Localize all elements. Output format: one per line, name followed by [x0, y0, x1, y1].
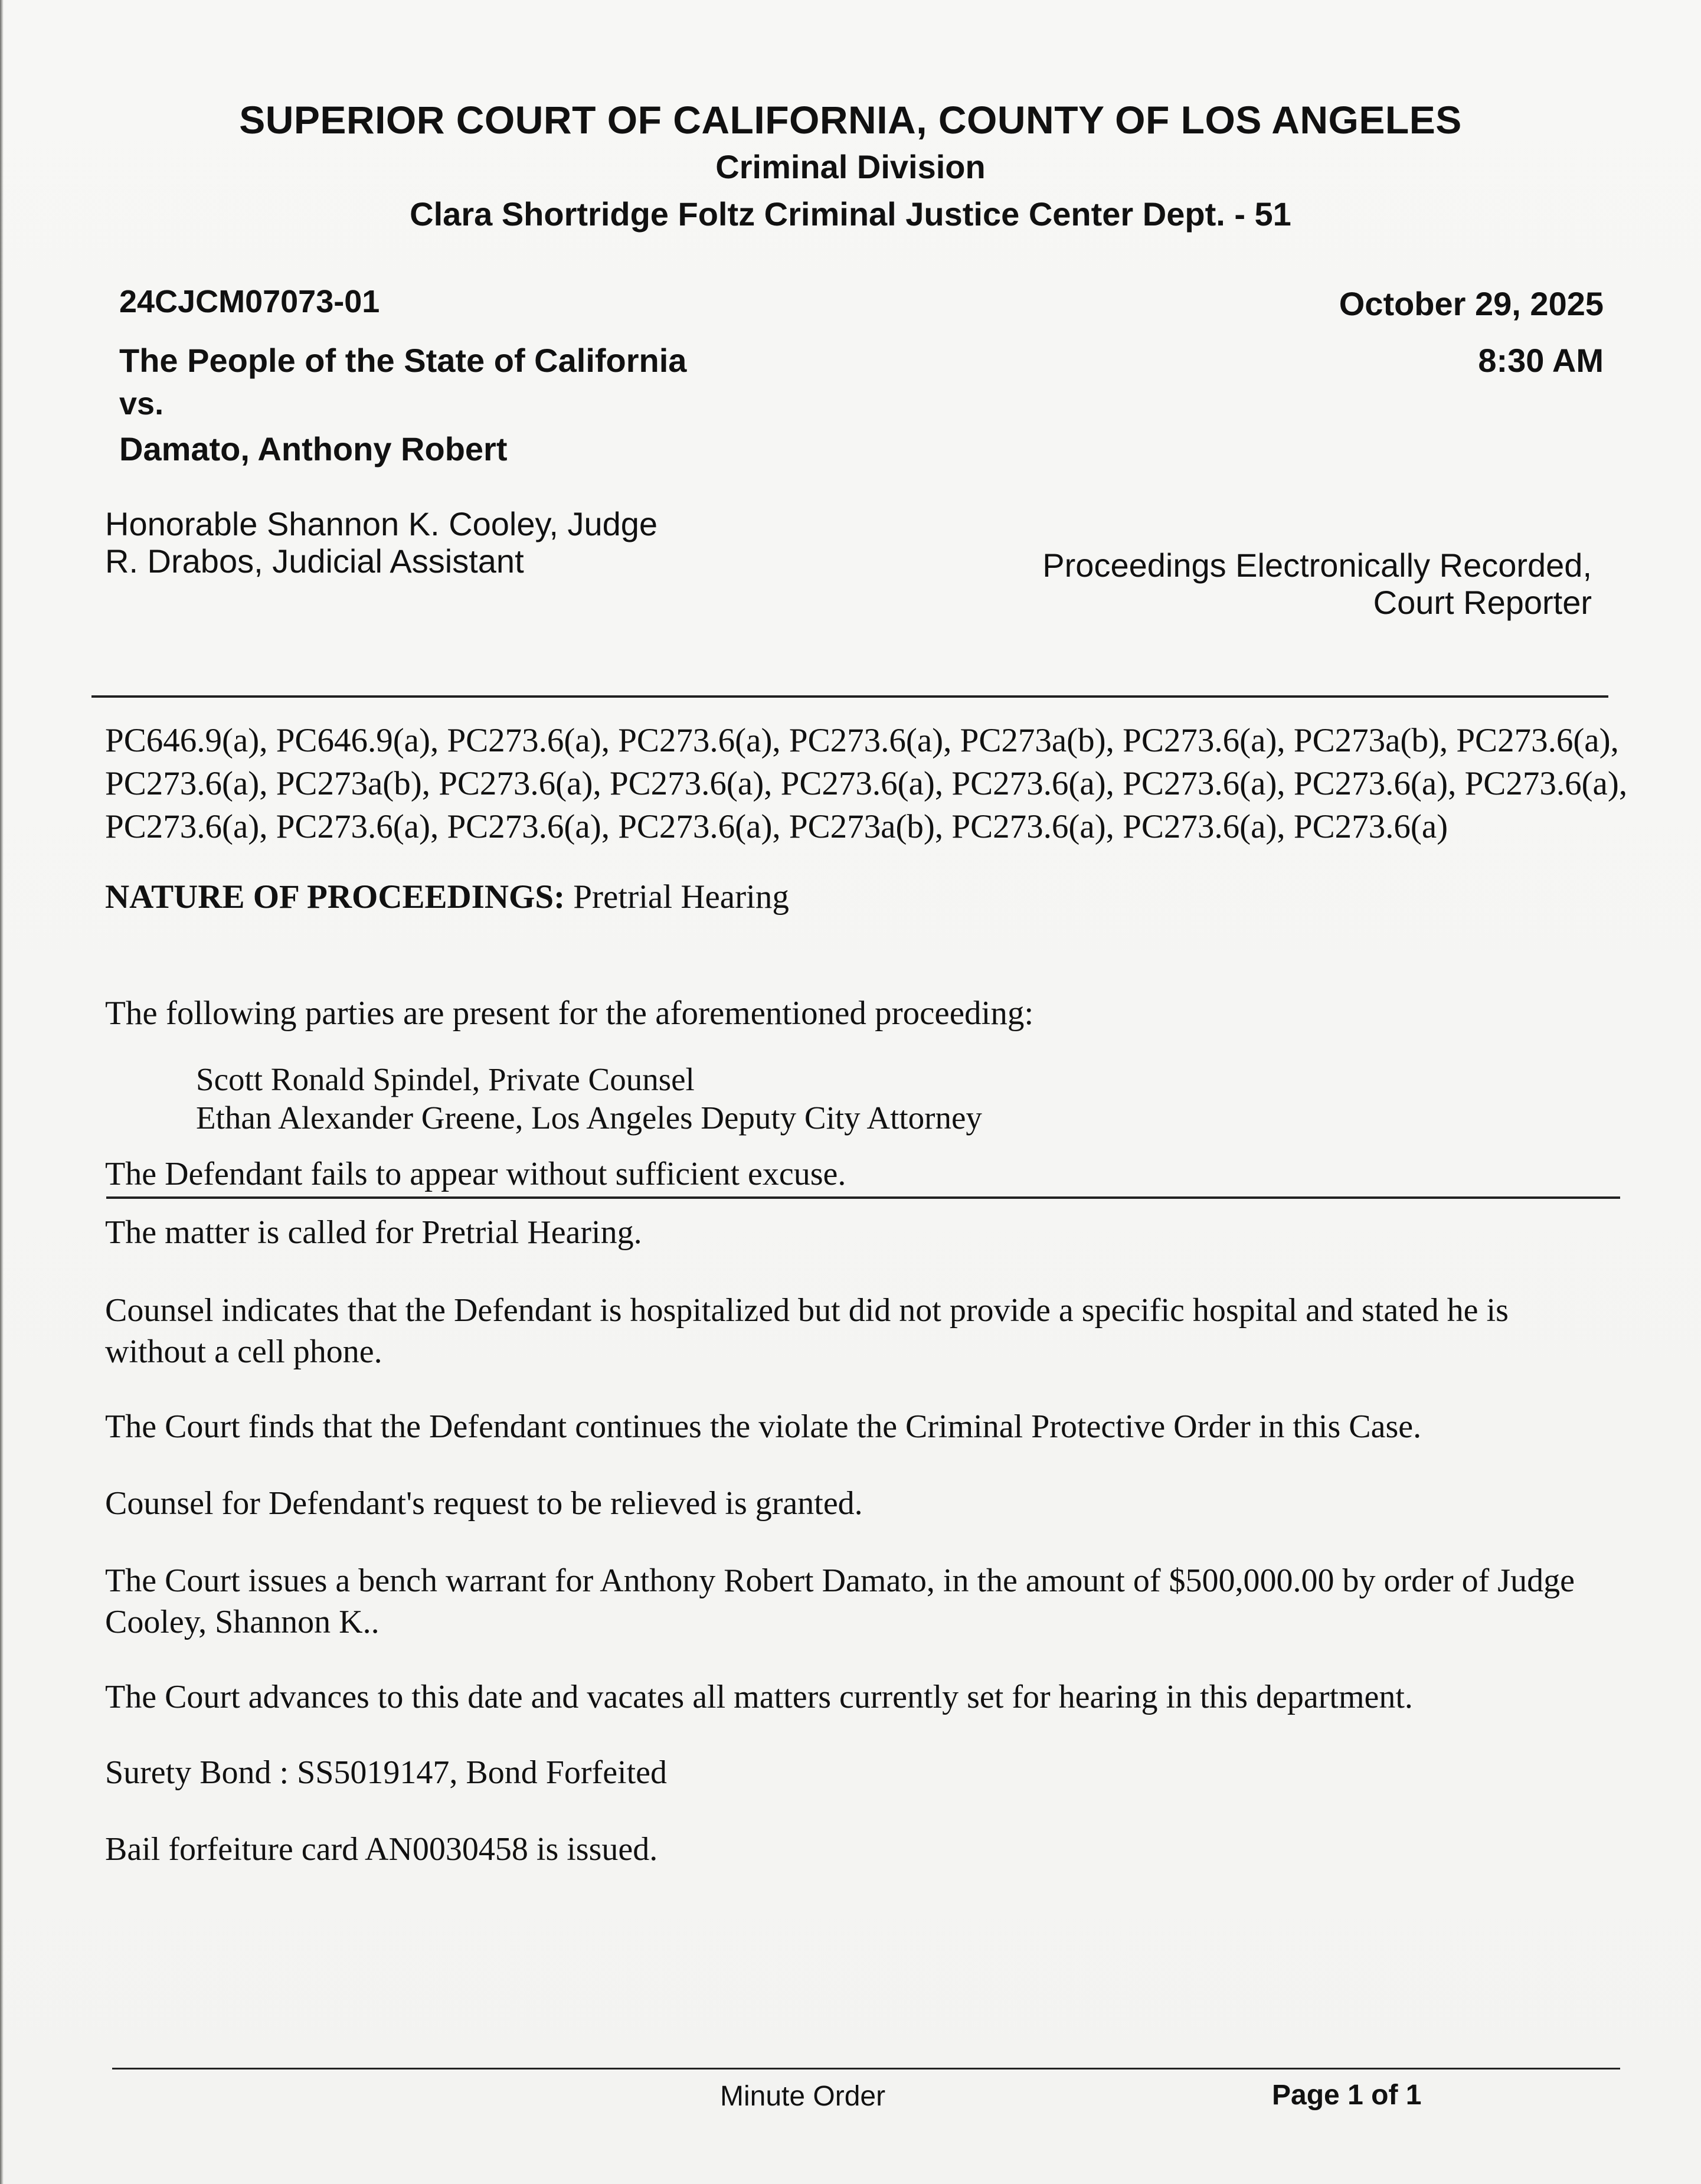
header-divider [91, 695, 1608, 698]
case-number: 24CJCM07073-01 [119, 284, 380, 319]
minute-violation: The Court finds that the Defendant continues the violate the Criminal Protective Order in this Case. [105, 1408, 1422, 1445]
plaintiff: The People of the State of California [119, 342, 687, 379]
judge-name: Honorable Shannon K. Cooley, Judge [105, 505, 658, 542]
page-edge-shadow [0, 0, 4, 2184]
recording-note: Proceedings Electronically Recorded, [1042, 547, 1592, 584]
nature-value: Pretrial Hearing [573, 878, 789, 916]
court-location: Clara Shortridge Foltz Criminal Justice Center Dept. - 51 [410, 195, 1291, 233]
court-reporter: Court Reporter [1373, 584, 1592, 621]
defendant-appearance-status: The Defendant fails to appear without sufficient excuse. [105, 1156, 846, 1192]
minute-advances: The Court advances to this date and vacates all matters currently set for hearing in this department. [105, 1679, 1413, 1715]
judicial-assistant: R. Drabos, Judicial Assistant [105, 542, 524, 580]
nature-of-proceedings [105, 878, 789, 916]
footer-document-title: Minute Order [720, 2081, 886, 2112]
minute-warrant-line-2: Cooley, Shannon K.. [105, 1604, 380, 1640]
versus-label: vs. [119, 386, 164, 421]
nature-label: NATURE OF PROCEEDINGS: [105, 878, 565, 916]
minute-hospital-line-1: Counsel indicates that the Defendant is hospitalized but did not provide a specific hospital and stated he is [105, 1292, 1509, 1329]
footer-divider [112, 2068, 1620, 2069]
minute-hospital-line-2: without a cell phone. [105, 1333, 382, 1370]
defendant-name: Damato, Anthony Robert [119, 430, 508, 467]
party-defense-counsel: Scott Ronald Spindel, Private Counsel [196, 1061, 695, 1097]
footer-page-number [1272, 2079, 1421, 2111]
hearing-time: 8:30 AM [1478, 342, 1604, 379]
minute-called: The matter is called for Pretrial Hearing. [105, 1214, 642, 1251]
charges-list: PC646.9(a), PC646.9(a), PC273.6(a), PC273.6(a), PC273.6(a), PC273a(b), PC273.6(a), PC273a(b), PC273.6(a), PC273.6(a), PC273a(b), PC273.6(a), PC273.6(a), PC273.6(a), PC273.6(a), PC273.6(a), PC273.6(a), PC273.6(a), PC273.6(a), PC273.6(a), PC273.6(a), PC273.6(a), PC273a(b), PC273.6(a), PC273.6(a), PC273.6(a) [105, 722, 1628, 845]
presence-divider [106, 1196, 1620, 1199]
page-current: 1 [1347, 2080, 1363, 2111]
minute-warrant-line-1: The Court issues a bench warrant for Anthony Robert Damato, in the amount of $500,000.00 by order of Judge [105, 1562, 1575, 1599]
presence-intro: The following parties are present for the aforementioned proceeding: [105, 995, 1034, 1032]
party-prosecutor: Ethan Alexander Greene, Los Angeles Deputy City Attorney [196, 1100, 982, 1136]
page-label: Page [1272, 2080, 1340, 2111]
page-total: 1 [1405, 2080, 1422, 2111]
minute-surety-bond: Surety Bond : SS5019147, Bond Forfeited [105, 1754, 668, 1791]
division-title: Criminal Division [715, 148, 986, 185]
page-of: of [1371, 2080, 1398, 2111]
minute-bail-card: Bail forfeiture card AN0030458 is issued. [105, 1831, 658, 1868]
court-title: SUPERIOR COURT OF CALIFORNIA, COUNTY OF LOS ANGELES [239, 98, 1462, 142]
minute-relieved: Counsel for Defendant's request to be relieved is granted. [105, 1485, 863, 1522]
hearing-date: October 29, 2025 [1339, 285, 1604, 322]
